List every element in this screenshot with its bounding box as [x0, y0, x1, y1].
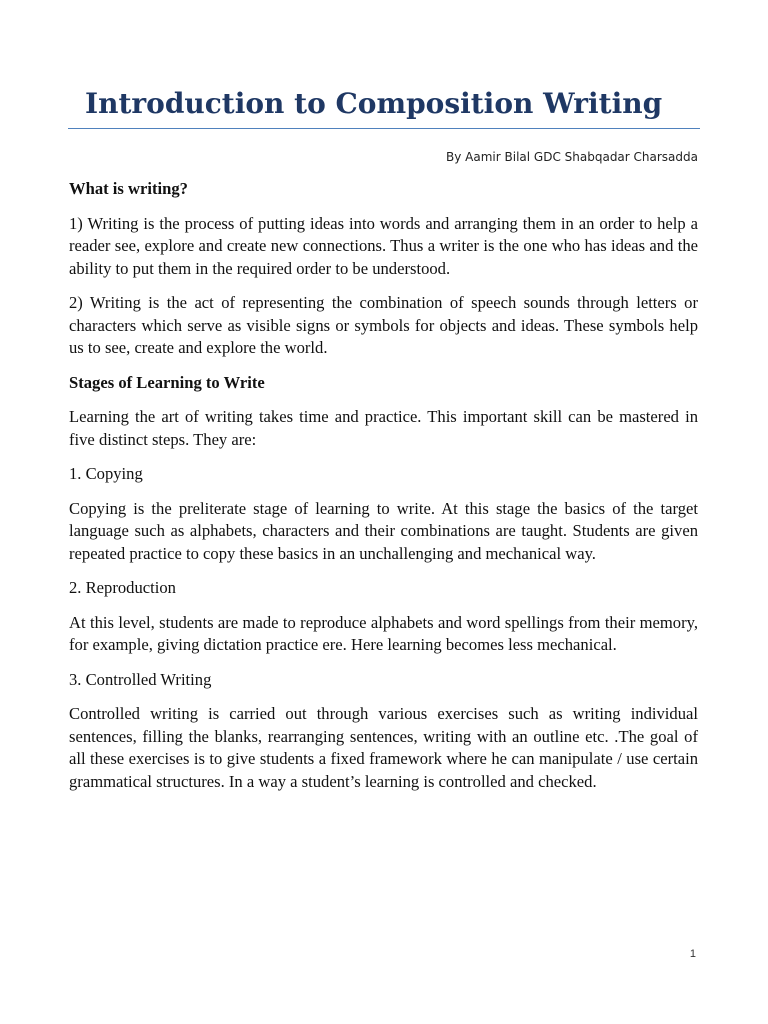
stage-text-controlled-writing: Controlled writing is carried out through various exercises such as writing individual sentences, filling the blanks, rearranging sentences, writing with an outline etc. .The goal of all these exercises is to give students a fixed framework where he can manipulate / use certain grammatical structures. In a way a student’s learning is controlled and checked. [69, 704, 698, 791]
stage-text-reproduction: At this level, students are made to reproduce alphabets and word spellings from their memory, for example, giving dictation practice ere. Here learning becomes less mechanical. [69, 612, 698, 654]
stage-text-copying: Copying is the preliterate stage of learning to write. At this stage the basics of the target language such as alphabets, characters and their combinations are taught. Students are given repeated practice to copy these basics in an unchallenging and mechanical way. [69, 498, 698, 563]
title-underline [68, 128, 700, 129]
paragraph-stages-intro: Learning the art of writing takes time and practice. This important skill can be mastered in five distinct steps. They are: [69, 407, 698, 449]
stage-title-copying: 1. Copying [69, 464, 143, 483]
paragraph-definition-2: 2) Writing is the act of representing the combination of speech sounds through letters or characters which serve as visible signs or symbols for objects and ideas. These symbols help us to see, create and explore the world. [69, 293, 698, 357]
stage-title-controlled-writing: 3. Controlled Writing [69, 669, 212, 689]
author-byline: By Aamir Bilal GDC Shabqadar Charsadda [446, 150, 698, 164]
section-heading-what-is-writing: What is writing? [69, 179, 188, 198]
document-title: Introduction to Composition Writing [85, 87, 663, 120]
paragraph-definition-1: 1) Writing is the process of putting ideas into words and arranging them in an order to help a reader see, explore and create new connections. Thus a writer is the one who has ideas and the ability to put them in the required order to be understood. [69, 213, 698, 278]
document-body [69, 178, 698, 805]
section-heading-stages: Stages of Learning to Write [69, 372, 265, 392]
stage-title-reproduction: 2. Reproduction [69, 578, 176, 597]
page-number: 1 [689, 948, 696, 960]
